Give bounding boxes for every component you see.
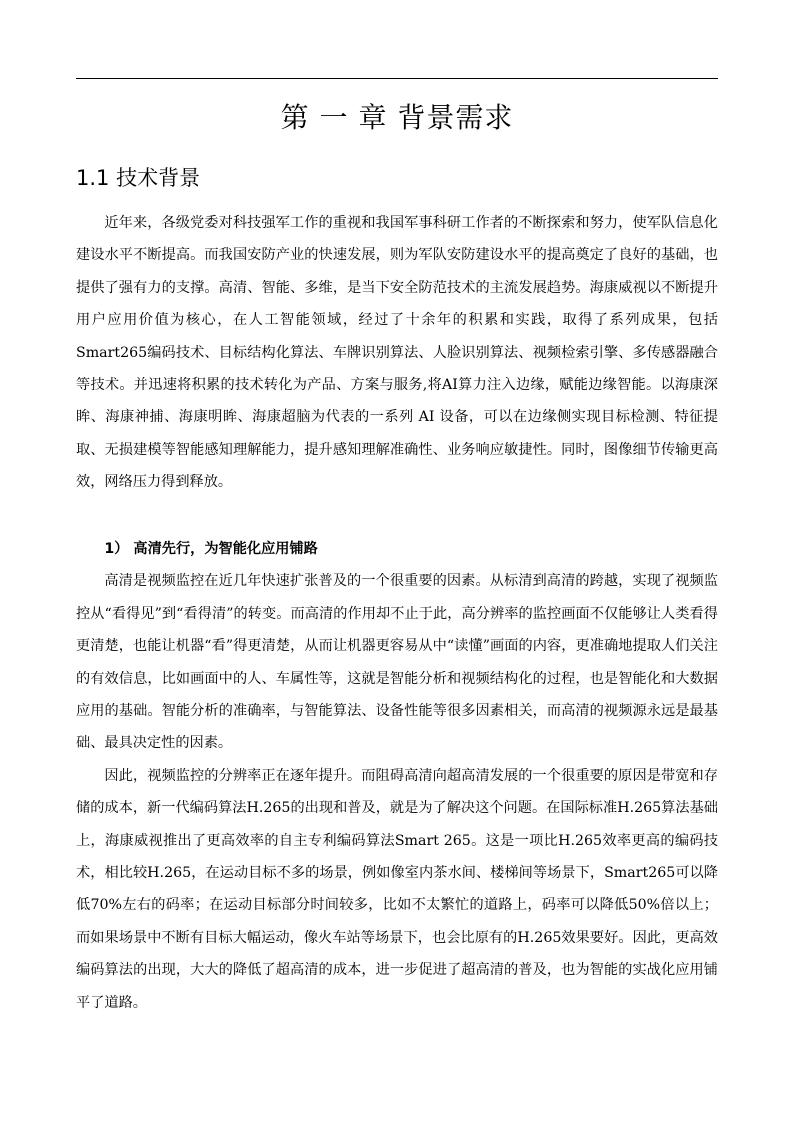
body-text-block-2 [76,533,718,1019]
chapter-title: 第 一 章 背景需求 [280,101,514,134]
paragraph-hd-importance: 高清是视频监控在近几年快速扩张普及的一个很重要的因素。从标清到高清的跨越，实现了视频监控从“看得见”到“看得清”的转变。而高清的作用却不止于此，高分辨率的监控画面不仅能够让人类看得更清楚，也能让机器“看”得更清楚，从而让机器更容易从中“读懂”画面的内容，更准确地提取人们关注的有效信息，比如画面中的人、车属性等，这就是智能分析和视频结构化的过程，也是智能化和大数据应用的基础。智能分析的准确率，与智能算法、设备性能等很多因素相关，而高清的视频源永远是最基础、最具决定性的因素。 [76,573,718,752]
subheading-hd-first: 1） 高清先行，为智能化应用铺路 [104,541,318,557]
header-rule [76,78,718,79]
body-text-block-1 [76,207,718,499]
paragraph-resolution-h265: 因此，视频监控的分辨率正在逐年提升。而阻碍高清向超高清发展的一个很重要的原因是带宽和存储的成本，新一代编码算法H.265的出现和普及，就是为了解决这个问题。在国际标准H.265算法基础上，海康威视推出了更高效率的自主专利编码算法Smart 265。这是一项比H.265效率更高的编码技术，相比较H.265，在运动目标不多的场景，例如像室内茶水间、楼梯间等场景下，Smart265可以降低70%左右的码率；在运动目标部分时间较多，比如不太繁忙的道路上，码率可以降低50%倍以上；而如果场景中不断有目标大幅运动，像火车站等场景下，也会比原有的H.265效果要好。因此，更高效编码算法的出现，大大的降低了超高清的成本，进一步促进了超高清的普及，也为智能的实战化应用铺平了道路。 [76,767,718,1011]
section-title: 1.1 技术背景 [76,166,201,190]
paragraph-tech-background: 近年来，各级党委对科技强军工作的重视和我国军事科研工作者的不断探索和努力，使军队信息化建设水平不断提高。而我国安防产业的快速发展，则为军队安防建设水平的提高奠定了良好的基础，也提供了强有力的支撑。高清、智能、多维，是当下安全防范技术的主流发展趋势。海康威视以不断提升用户应用价值为核心，在人工智能领域，经过了十余年的积累和实践，取得了系列成果，包括Smart265编码技术、目标结构化算法、车牌识别算法、人脸识别算法、视频检索引擎、多传感器融合等技术。并迅速将积累的技术转化为产品、方案与服务,将AI算力注入边缘，赋能边缘智能。以海康深眸、海康神捕、海康明眸、海康超脑为代表的一系列 AI 设备，可以在边缘侧实现目标检测、特征提取、无损建模等智能感知理解能力，提升感知理解准确性、业务响应敏捷性。同时，图像细节传输更高效，网络压力得到释放。 [76,215,718,491]
